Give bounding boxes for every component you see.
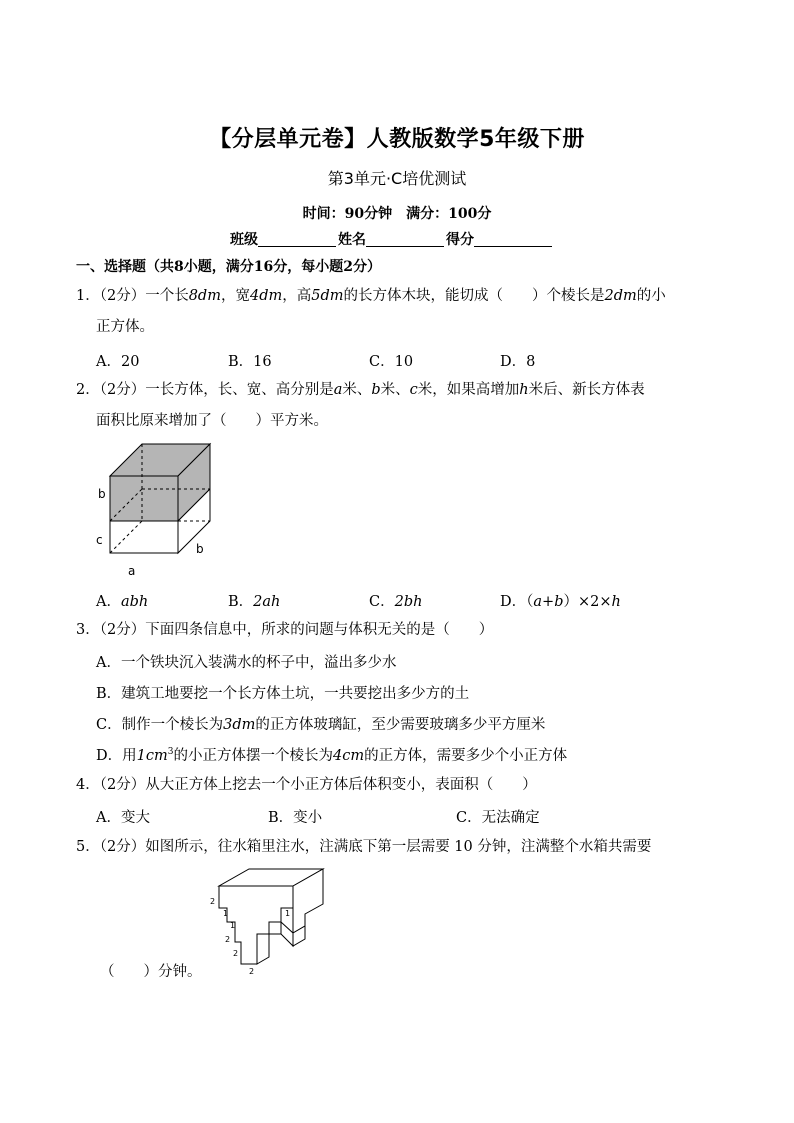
class-label: 班级 bbox=[230, 232, 258, 248]
question-5-answer-line: （ ）分钟。 bbox=[100, 964, 202, 980]
q3-option-a[interactable]: A．一个铁块沉入装满水的杯子中，溢出多少水 bbox=[96, 655, 397, 671]
question-3-stem: 3．（2分）下面四条信息中，所求的问题与体积无关的是（ ） bbox=[76, 622, 494, 638]
q3-option-b[interactable]: B．建筑工地要挖一个长方体土坑，一共要挖出多少方的土 bbox=[96, 686, 470, 702]
label-b-right: b bbox=[196, 542, 204, 556]
name-blank[interactable] bbox=[366, 232, 444, 247]
question-4-stem: 4．（2分）从大正方体上挖去一个小正方体后体积变小，表面积（ ） bbox=[76, 777, 537, 793]
label-b-left: b bbox=[98, 487, 106, 501]
student-info-line bbox=[230, 229, 554, 249]
q4-option-c[interactable]: C．无法确定 bbox=[456, 810, 540, 826]
q3-option-d[interactable]: D．用$1cm^3$的小正方体摆一个棱长为4cm的正方体，需要多少个小正方体 bbox=[96, 747, 568, 764]
original-front-face bbox=[110, 521, 178, 553]
q2-option-d[interactable]: D．（a+b）×2×h bbox=[500, 594, 621, 610]
water-tank-figure bbox=[205, 864, 330, 979]
q1-option-c[interactable]: C．10 bbox=[369, 354, 414, 370]
score-label: 得分 bbox=[446, 232, 474, 248]
svg-text:2: 2 bbox=[225, 935, 231, 944]
label-a-bottom: a bbox=[128, 564, 136, 578]
q1-option-a[interactable]: A．20 bbox=[96, 354, 140, 370]
q2-option-c[interactable]: C．2bh bbox=[369, 594, 423, 610]
question-1-stem: 1．（2分）一个长8dm，宽4dm，高5dm的长方体木块，能切成（ ）个棱长是2dm的小 bbox=[76, 288, 666, 304]
question-2-stem: 2．（2分）一长方体，长、宽、高分别是a米、b米、c米，如果高增加h米后、新长方体表 bbox=[76, 382, 645, 398]
q1-option-b[interactable]: B．16 bbox=[228, 354, 272, 370]
page-title: 【分层单元卷】人教版数学5年级下册 bbox=[209, 127, 585, 152]
q2-option-b[interactable]: B．2ah bbox=[228, 594, 281, 610]
question-2-stem-continued: 面积比原来增加了（ ）平方米。 bbox=[96, 413, 328, 429]
added-front-face bbox=[110, 476, 178, 521]
label-c-left: c bbox=[96, 533, 103, 547]
svg-text:2: 2 bbox=[210, 897, 216, 906]
class-blank[interactable] bbox=[258, 232, 336, 247]
tank-side-lower bbox=[257, 934, 269, 964]
svg-text:1: 1 bbox=[223, 909, 229, 918]
question-1-stem-continued: 正方体。 bbox=[96, 319, 154, 335]
q4-option-b[interactable]: B．变小 bbox=[268, 810, 323, 826]
q2-option-a[interactable]: A．abh bbox=[96, 594, 149, 610]
q1-option-d[interactable]: D．8 bbox=[500, 354, 536, 370]
section-heading: 一、选择题（共8小题，满分16分，每小题2分） bbox=[76, 259, 381, 275]
svg-text:2: 2 bbox=[249, 967, 255, 976]
q3-option-c[interactable]: C．制作一个棱长为3dm的正方体玻璃缸，至少需要玻璃多少平方厘米 bbox=[96, 717, 546, 733]
name-label: 姓名 bbox=[338, 232, 366, 248]
time-info: 时间：90分钟 满分：100分 bbox=[302, 206, 492, 222]
q4-option-a[interactable]: A．变大 bbox=[96, 810, 150, 826]
svg-text:1: 1 bbox=[230, 921, 236, 930]
svg-text:1: 1 bbox=[285, 909, 291, 918]
svg-text:2: 2 bbox=[233, 949, 239, 958]
question-5-stem: 5．（2分）如图所示，往水箱里注水，注满底下第一层需要 10 分钟，注满整个水箱共需要 bbox=[76, 839, 652, 855]
page-subtitle: 第3单元·C培优测试 bbox=[327, 169, 467, 188]
score-blank[interactable] bbox=[474, 232, 552, 247]
cuboid-figure bbox=[90, 436, 230, 581]
